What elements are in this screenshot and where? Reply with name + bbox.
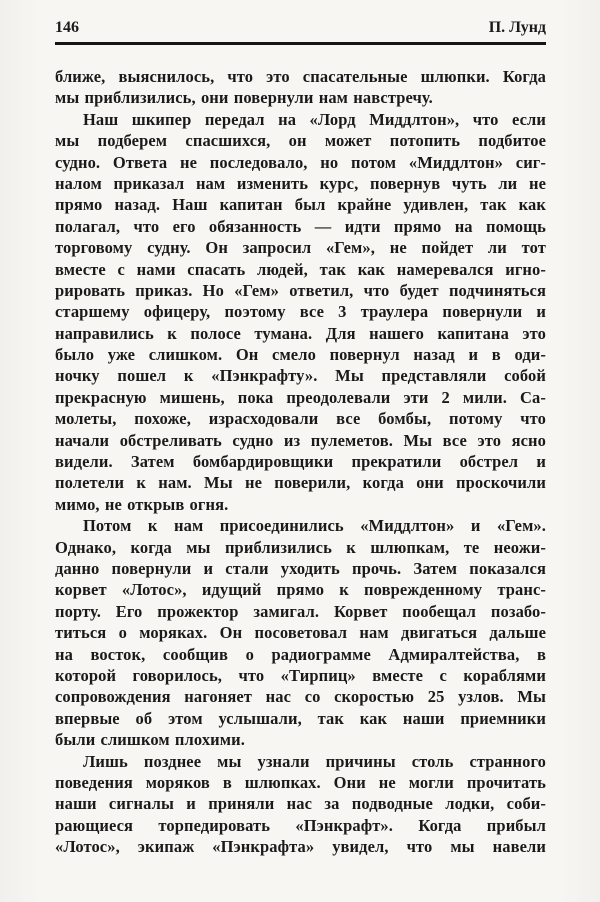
text-line: старшему офицеру, поэтому все 3 траулера повернули и: [55, 302, 546, 322]
text-line: мы подберем спасшихся, он может потопить подбитое: [55, 131, 546, 151]
text-line: рировать приказ. Но «Гем» ответил, что будет подчиняться: [55, 280, 546, 300]
text-line: были слишком плохими.: [55, 730, 245, 750]
text-line: данно повернули и стали уходить прочь. Затем показался: [55, 558, 546, 578]
text-line: которой говорилось, что «Тирпиц» вместе с кораблями: [55, 665, 546, 685]
text-line: мимо, не открыв огня.: [55, 494, 229, 514]
text-line: торговому судну. Он запросил «Гем», не пойдет ли тот: [55, 238, 546, 258]
text-line: мы приблизились, они повернули нам навстречу.: [55, 88, 433, 108]
text-line: прекрасную мишень, пока преодолевали эти 2 мили. Са-: [55, 387, 546, 407]
text-line: «Лотос», экипаж «Пэнкрафта» увидел, что мы навели: [55, 837, 546, 857]
running-header-author: П. Лунд: [488, 19, 546, 36]
text-line: Потом к нам присоединились «Миддлтон» и «Гем».: [83, 516, 546, 536]
text-line: было уже слишком. Он смело повернул назад и в оди-: [55, 345, 546, 365]
text-line: полагал, что его обязанность — идти прямо на помощь: [55, 216, 546, 236]
text-line: впервые об этом услышали, так как наши приемники: [55, 708, 546, 728]
text-line: начали обстреливать судно из пулеметов. Мы все это ясно: [55, 430, 546, 450]
text-line: ночку пошел к «Пэнкрафту». Мы представляли собой: [55, 366, 546, 386]
text-line: полетели к нам. Мы не поверили, когда они проскочили: [55, 473, 546, 493]
running-header: [55, 19, 546, 45]
text-line: направились к полосе тумана. Для нашего капитана это: [55, 323, 546, 343]
text-line: рающиеся торпедировать «Пэнкрафт». Когда прибыл: [55, 815, 546, 835]
text-line: поведения моряков в шлюпках. Они не могли прочитать: [55, 772, 546, 792]
text-line: Однако, когда мы приблизились к шлюпкам, те неожи-: [55, 537, 546, 557]
text-line: титься о моряках. Он посоветовал нам двигаться дальше: [55, 623, 546, 643]
text-line: ближе, выяснилось, что это спасательные шлюпки. Когда: [55, 67, 546, 86]
text-line: судно. Ответа не последовало, но потом «Миддлтон» сиг-: [55, 152, 546, 172]
text-line: на восток, сообщив о радиограмме Адмиралтейства, в: [55, 644, 546, 664]
text-line: прямо назад. Наш капитан был крайне удивлен, так как: [55, 195, 546, 215]
text-line: вместе с нами спасать людей, так как намеревался игно-: [55, 259, 546, 279]
text-line: корвет «Лотос», идущий прямо к поврежденному транс-: [55, 580, 546, 600]
text-block: [55, 66, 546, 857]
text-line: налом приказал нам изменить курс, повернув чуть ли не: [55, 173, 546, 193]
text-line: видели. Затем бомбардировщики прекратили обстрел и: [55, 452, 546, 472]
text-line: Лишь позднее мы узнали причины столь странного: [83, 751, 546, 771]
text-line: наши сигналы и приняли нас за подводные лодки, соби-: [55, 794, 546, 814]
text-line: Наш шкипер передал на «Лорд Миддлтон», что если: [83, 109, 546, 129]
text-line: сопровождения нагоняет нас со скоростью 25 узлов. Мы: [55, 687, 546, 707]
text-line: порту. Его прожектор замигал. Корвет пообещал позабо-: [55, 601, 546, 621]
page-number: 146: [55, 19, 79, 36]
text-line: молеты, похоже, израсходовали все бомбы, потому что: [55, 409, 546, 429]
